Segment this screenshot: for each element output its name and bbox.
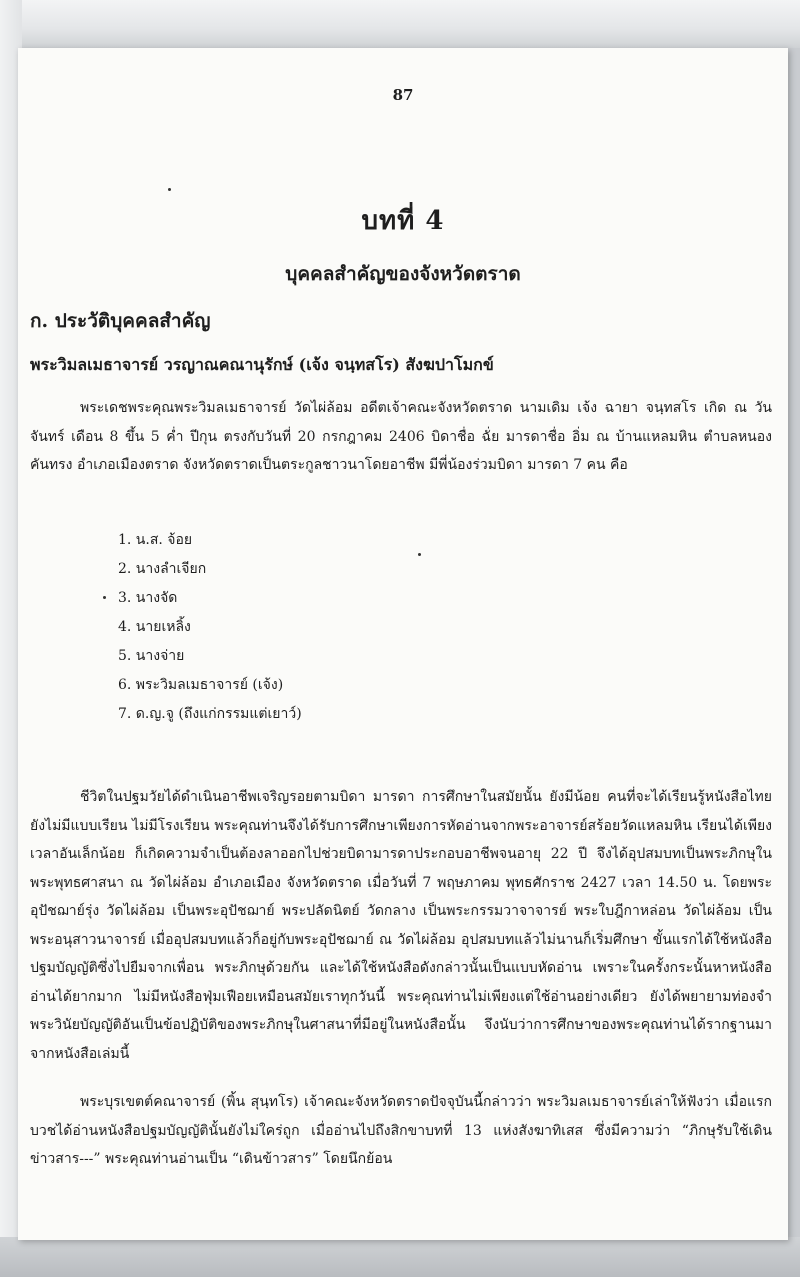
document-page [18, 48, 788, 1240]
chapter-title: บทที่ 4 [361, 206, 445, 236]
chapter-subtitle: บุคคลสำคัญของจังหวัดตราด [285, 263, 521, 285]
scan-speck [418, 553, 421, 556]
paragraph-text: ชีวิตในปฐมวัยได้ดำเนินอาชีพเจริญรอยตามบิดา มารดา การศึกษาในสมัยนั้น ยังมีน้อย คนที่จะได้เรียนรู้หนังสือไทย ยังไม่มีแบบเรียน ไม่มีโรงเรียน พระคุณท่านจึงได้รับการศึกษาเพียงการหัดอ่านจากพระอาจารย์สร้อยวัดแหลมหิน เรียนได้เพียงเวลาอันเล็กน้อย ก็เกิดความจำเป็นต้องลาออกไปช่วยบิดามารดาประกอบอาชีพจนอายุ 22 ปี จึงได้อุปสมบทเป็นพระภิกษุในพระพุทธศาสนา ณ วัดไผ่ล้อม อำเภอเมือง จังหวัดตราด เมื่อวันที่ 7 พฤษภาคม พุทธศักราช 2427 เวลา 14.50 น. โดยพระอุปัชฌาย์รุ่ง วัดไผ่ล้อม เป็นพระอุปัชฌาย์ พระปลัดนิตย์ วัดกลาง เป็นพระกรรมวาจาจารย์ พระใบฎีกาหล่อน วัดไผ่ล้อม เป็นพระอนุสาวนาจารย์ เมื่ออุปสมบทแล้วก็อยู่กับพระอุปัชฌาย์ ณ วัดไผ่ล้อม อุปสมบทแล้วไม่นานก็เริ่มศึกษา ขั้นแรกได้ใช้หนังสือปฐมบัญญัติซึ่งไปยืมจากเพื่อน พระภิกษุด้วยกัน และได้ใช้หนังสือดังกล่าวนั้นเป็นแบบหัดอ่าน เพราะในครั้งกระนั้นหาหนังสืออ่านได้ยากมาก ไม่มีหนังสือฟุ่มเฟือยเหมือนสมัยเราทุกวันนี้ พระคุณท่านไม่เพียงแต่ใช้อ่านอย่างเดียว ยังได้พยายามท่องจำพระวินัยบัญญัติอันเป็นข้อปฏิบัติของพระภิกษุในศาสนาที่มีอยู่ในหนังสือนั้น จึงนับว่าการศึกษาของพระคุณท่านได้รากฐานมาจากหนังสือเล่มนี้ [30, 789, 772, 1062]
section-heading: ก. ประวัติบุคคลสำคัญ [30, 310, 211, 332]
page-number: 87 [392, 86, 414, 104]
scan-speck [103, 596, 106, 599]
paragraph-early-life [30, 783, 772, 1068]
sibling-list [118, 526, 302, 729]
list-item: 6. พระวิมลเมธาจารย์ (เจ้ง) [118, 677, 284, 693]
paragraph-anecdote [30, 1088, 772, 1174]
paragraph-birth [30, 394, 772, 480]
paragraph-text: พระบุรเขตต์คณาจารย์ (พิ้น สุนฺทโร) เจ้าคณะจังหวัดตราดปัจจุบันนี้กล่าวว่า พระวิมลเมธาจารย์เล่าให้ฟังว่า เมื่อแรกบวชได้อ่านหนังสือปฐมบัญญัตินั้นยังไม่ใคร่ถูก เมื่ออ่านไปถึงสิกขาบทที่ 13 แห่งสังฆาทิเสส ซึ่งมีความว่า “ภิกษุรับใช้เดินข่าวสาร---” พระคุณท่านอ่านเป็น “เดินข้าวสาร” โดยนึกย้อน [30, 1094, 772, 1167]
list-item: 2. นางลำเจียก [118, 561, 207, 577]
list-item: 1. น.ส. จ้อย [118, 532, 193, 548]
scan-speck [168, 188, 171, 191]
scan-bottom-edge [0, 1237, 800, 1277]
list-item: 7. ด.ญ.จู (ถึงแก่กรรมแต่เยาว์) [118, 706, 302, 722]
list-item: 5. นางจ่าย [118, 648, 185, 664]
list-item: 3. นางจัด [118, 590, 178, 606]
person-heading: พระวิมลเมธาจารย์ วรญาณคณานุรักษ์ (เจ้ง จนฺทสโร) สังฆปาโมกข์ [30, 355, 494, 374]
paragraph-text: พระเดชพระคุณพระวิมลเมธาจารย์ วัดไผ่ล้อม อดีตเจ้าคณะจังหวัดตราด นามเดิม เจ้ง ฉายา จนฺทสโร เกิด ณ วันจันทร์ เดือน 8 ขึ้น 5 ค่ำ ปีกุน ตรงกับวันที่ 20 กรกฎาคม 2406 บิดาชื่อ ฉั่ย มารดาชื่อ อิ่ม ณ บ้านแหลมหิน ตำบลหนองคันทรง อำเภอเมืองตราด จังหวัดตราดเป็นตระกูลชาวนาโดยอาชีพ มีพี่น้องร่วมบิดา มารดา 7 คน คือ [30, 400, 772, 473]
scan-top-edge [0, 0, 800, 48]
list-item: 4. นายเหลิ้ง [118, 619, 191, 635]
